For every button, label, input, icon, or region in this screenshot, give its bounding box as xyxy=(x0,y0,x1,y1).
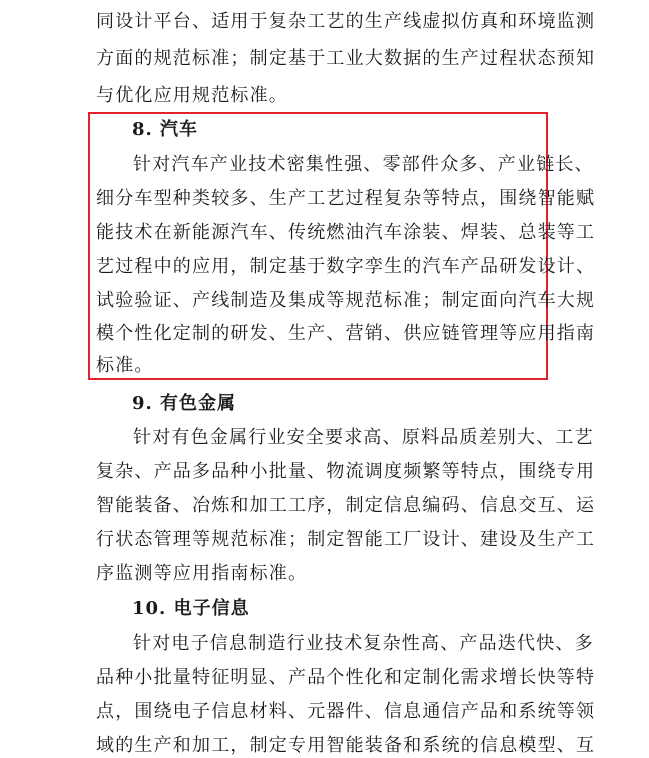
intro-line: 方面的规范标准；制定基于工业大数据的生产过程状态预知 xyxy=(96,48,596,69)
section-line: 行状态管理等规范标准；制定智能工厂设计、建设及生产工 xyxy=(96,529,596,550)
section-line: 复杂、产品多品种小批量、物流调度频繁等特点，围绕专用 xyxy=(96,461,596,482)
section-line: 针对电子信息制造行业技术复杂性高、产品迭代快、多 xyxy=(133,633,594,654)
section-line: 智能装备、冶炼和加工工序，制定信息编码、信息交互、运 xyxy=(96,495,596,516)
section-line: 针对汽车产业技术密集性强、零部件众多、产业链长、 xyxy=(133,154,594,175)
section-line: 艺过程中的应用，制定基于数字孪生的汽车产品研发设计、 xyxy=(96,256,596,277)
section-line: 细分车型种类较多、生产工艺过程复杂等特点，围绕智能赋 xyxy=(96,188,596,209)
section-line: 域的生产和加工，制定专用智能装备和系统的信息模型、互 xyxy=(96,735,596,756)
section-heading: 9. 有色金属 xyxy=(132,393,237,414)
section-line: 品种小批量特征明显、产品个性化和定制化需求增长快等特 xyxy=(96,667,596,688)
section-line: 标准。 xyxy=(96,355,154,376)
intro-line: 与优化应用规范标准。 xyxy=(96,85,288,106)
section-line: 模个性化定制的研发、生产、营销、供应链管理等应用指南 xyxy=(96,323,596,344)
intro-line: 同设计平台、适用于复杂工艺的生产线虚拟仿真和环境监测 xyxy=(96,11,596,32)
section-line: 序监测等应用指南标准。 xyxy=(96,563,308,584)
section-heading: 8. 汽车 xyxy=(132,119,199,140)
section-line: 点，围绕电子信息材料、元器件、信息通信产品和系统等领 xyxy=(96,701,596,722)
section-heading: 10. 电子信息 xyxy=(132,598,250,619)
section-line: 能技术在新能源汽车、传统燃油汽车涂装、焊装、总装等工 xyxy=(96,222,596,243)
section-line: 试验验证、产线制造及集成等规范标准；制定面向汽车大规 xyxy=(96,290,596,311)
section-line: 针对有色金属行业安全要求高、原料品质差别大、工艺 xyxy=(133,427,594,448)
